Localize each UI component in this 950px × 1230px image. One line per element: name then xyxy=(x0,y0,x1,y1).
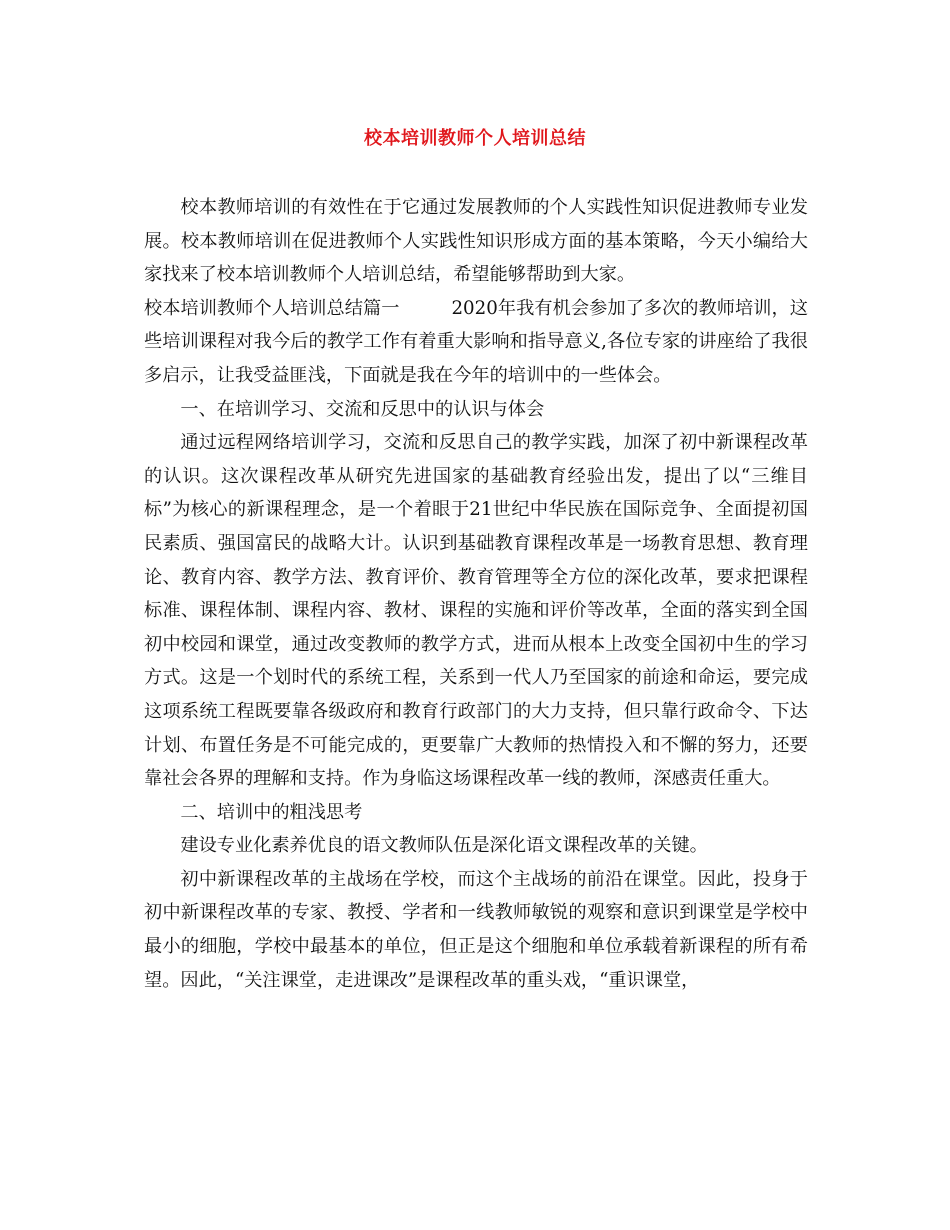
document-title: 校本培训教师个人培训总结 xyxy=(364,128,586,149)
body-paragraph-3: 初中新课程改革的主战场在学校，而这个主战场的前沿在课堂。因此，投身于初中新课程改革的专家、教授、学者和一线教师敏锐的观察和意识到课堂是学校中最小的细胞，学校中最基本的单位，但正是这个细胞和单位承载着新课程的所有希望。因此，“关注课堂，走进课改”是课程改革的重头戏，“重识课堂， xyxy=(144,868,808,991)
part-opening: 2020年我有机会参加了多次的教师培训，这些培训课程对我今后的教学工作有着重大影响和指导意义,各位专家的讲座给了我很多启示，让我受益匪浅，下面就是我在今年的培训中的一些体会。 xyxy=(144,297,808,386)
section-heading-1: 一、在培训学习、交流和反思中的认识与体会 xyxy=(180,398,545,420)
body-paragraph-2: 建设专业化素养优良的语文教师队伍是深化语文课程改革的关键。 xyxy=(180,835,708,857)
part-paragraph xyxy=(144,292,808,393)
intro-paragraph: 校本教师培训的有效性在于它通过发展教师的个人实践性知识促进教师专业发展。校本教师培训在促进教师个人实践性知识形成方面的基本策略，今天小编给大家找来了校本培训教师个人培训总结，希望能够帮助到大家。 xyxy=(144,197,808,286)
part-label: 校本培训教师个人培训总结篇一 xyxy=(144,297,400,319)
body-paragraph-1: 通过远程网络培训学习，交流和反思自己的教学实践，加深了初中新课程改革的认识。这次课程改革从研究先进国家的基础教育经验出发，提出了以“三维目标”为核心的新课程理念，是一个着眼于21世纪中华民族在国际竞争、全面提初国民素质、强国富民的战略大计。认识到基础教育课程改革是一场教育思想、教育理论、教育内容、教学方法、教育评价、教育管理等全方位的深化改革，要求把课程标准、课程体制、课程内容、教材、课程的实施和评价等改革，全面的落实到全国初中校园和课堂，通过改变教师的教学方式，进而从根本上改变全国初中生的学习方式。这是一个划时代的系统工程，关系到一代人乃至国家的前途和命运，要完成这项系统工程既要靠各级政府和教育行政部门的大力支持，但只靠行政命令、下达计划、布置任务是不可能完成的，更要靠广大教师的热情投入和不懈的努力，还要靠社会各界的理解和支持。作为身临这场课程改革一线的教师，深感责任重大。 xyxy=(144,432,808,790)
section-heading-2: 二、培训中的粗浅思考 xyxy=(180,801,363,823)
document-body xyxy=(144,191,808,997)
